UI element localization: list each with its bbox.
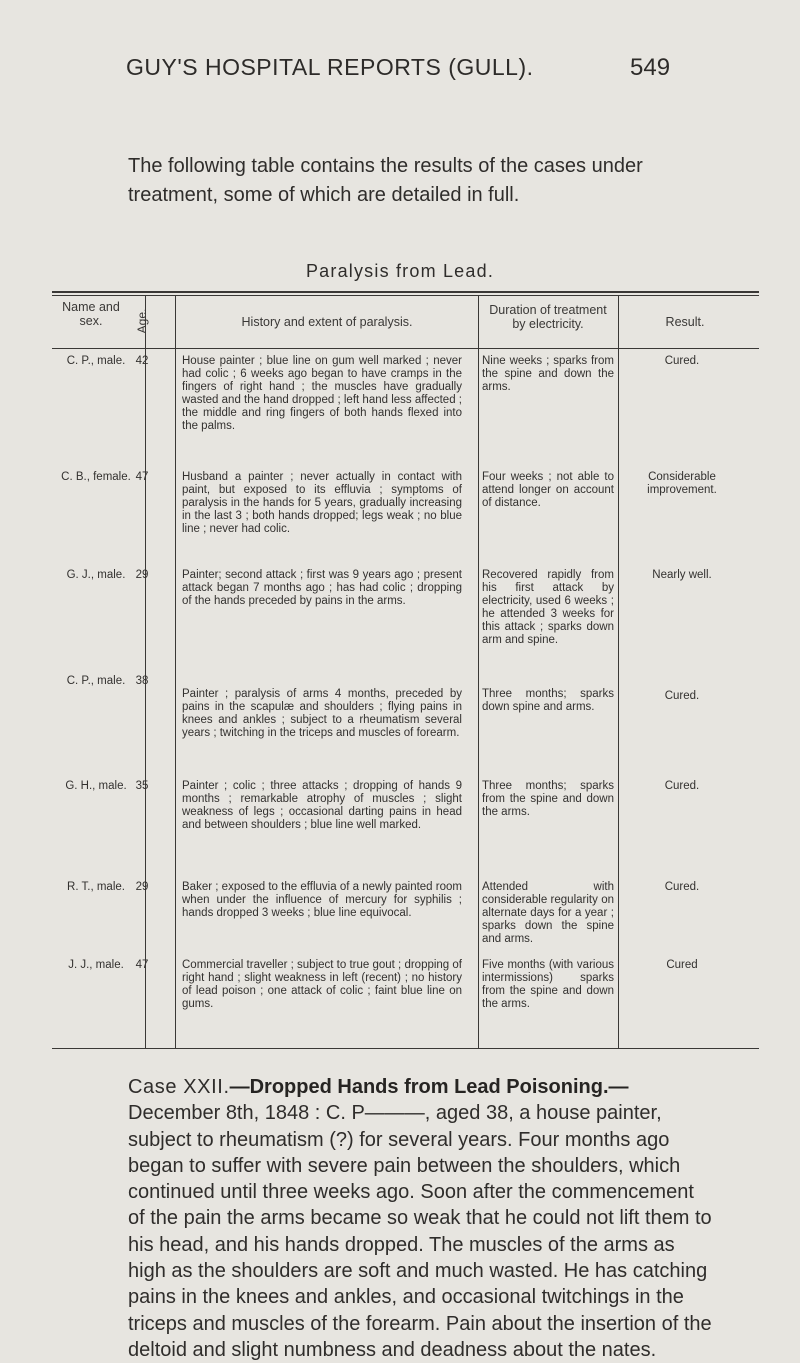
case-label: Case XXII. [128, 1076, 230, 1098]
cell-result: Cured. [664, 690, 700, 702]
cell-duration: Four weeks ; not able to attend longer on account of distance. [482, 471, 614, 509]
table-bottom-rule [52, 1048, 759, 1049]
table-title: Paralysis from Lead. [305, 261, 495, 281]
case-report [128, 1074, 714, 1363]
cell-result: Considerable improvement. [647, 471, 717, 496]
column-divider [618, 296, 619, 1048]
cell-duration: Nine weeks ; sparks from the spine and down the arms. [482, 355, 614, 393]
cell-history: House painter ; blue line on gum well marked ; never had colic ; 6 weeks ago began to have cramps in the fingers of right hand ; the muscles have gradually wasted and the hand dropped ; left hand less affected ; the middle and ring fingers of both hands flexed into the palms. [182, 355, 462, 432]
cell-duration: Recovered rapidly from his first attack by electricity, used 6 weeks ; he attended 3 weeks for this attack ; sparks down arm and spine. [482, 569, 614, 646]
cell-duration: Five months (with various intermissions) sparks from the spine and down the arms. [482, 959, 614, 1010]
cell-result: Cured [666, 959, 698, 971]
cell-duration: Attended with considerable regularity on alternate days for a year ; sparks down the spine and arms. [482, 881, 614, 945]
cell-age: 42 [135, 355, 149, 367]
column-header-history: History and extent of paralysis. [241, 315, 413, 329]
cell-name: C. P., male. [66, 355, 126, 367]
column-divider [145, 296, 146, 1048]
cell-history: Husband a painter ; never actually in contact with paint, but exposed to its effluvia ; symptoms of paralysis in the hands for 5 years, gradually increasing in the last 3 ; both hands dropped; legs weak ; no blue line ; never had colic. [182, 471, 462, 535]
cell-name: J. J., male. [68, 959, 124, 971]
table-top-rule [52, 291, 759, 293]
cell-age: 47 [135, 959, 149, 971]
cell-age: 38 [135, 675, 149, 687]
page-number: 549 [630, 54, 671, 81]
cell-duration: Three months; sparks down spine and arms. [482, 688, 614, 713]
column-header-name: Name and sex. [62, 300, 120, 328]
cell-history: Painter ; colic ; three attacks ; dropping of hands 9 months ; remarkable atrophy of muscles ; slight weakness of legs ; occasional darting pains in head and between shoulders ; blue line well marked. [182, 780, 462, 831]
intro-paragraph: The following table contains the results of the cases under treatment, some of which are detailed in full. [128, 155, 643, 206]
table-top-rule-thin [52, 295, 759, 296]
cell-age: 29 [135, 569, 149, 581]
column-divider [175, 296, 176, 1048]
cell-name: G. J., male. [66, 569, 126, 581]
cell-name: C. B., female. [61, 471, 131, 483]
age-header-label: Age. [135, 308, 149, 334]
running-head [0, 50, 800, 90]
table-header-rule [52, 348, 759, 349]
cell-name: G. H., male. [65, 780, 127, 792]
column-divider [478, 296, 479, 1048]
cell-history: Painter ; paralysis of arms 4 months, preceded by pains in the scapulæ and shoulders ; flying pains in knees and ankles ; subject to a rheumatism several years ; twitching in the triceps and muscles of forearm. [182, 688, 462, 739]
cell-history: Painter; second attack ; first was 9 years ago ; present attack began 7 months ago ; has had colic ; dropping of the hands preceded by pains in the arms. [182, 569, 462, 607]
cell-result: Nearly well. [652, 569, 712, 581]
cell-result: Cured. [664, 881, 700, 893]
cell-duration: Three months; sparks from the spine and down the arms. [482, 780, 614, 818]
cell-history: Baker ; exposed to the effluvia of a newly painted room when under the influence of mercury for syphilis ; hands dropped 3 weeks ; blue line equivocal. [182, 881, 462, 919]
cell-name: R. T., male. [67, 881, 125, 893]
column-header-age [132, 306, 152, 336]
column-header-result: Result. [665, 315, 705, 329]
running-title: GUY'S HOSPITAL REPORTS (GULL). [126, 54, 534, 80]
cell-name: C. P., male. [66, 675, 126, 687]
cell-age: 47 [135, 471, 149, 483]
column-header-duration: Duration of treatment by electricity. [489, 303, 607, 331]
cell-age: 35 [135, 780, 149, 792]
case-body: December 8th, 1848 : C. P———, aged 38, a house painter, subject to rheumatism (?) for several years. Four months ago began to suffer with severe pain between the shoulders, which continued until three weeks ago. Soon after the commencement of the pain the arms became so weak that he could not lift them to his head, and his hands dropped. The muscles of the arms as high as the shoulders are soft and much wasted. He has catching pains in the knees and ankles, and occasional twitchings in the triceps and muscles of the forearm. Pain about the insertion of the deltoid and slight numbness and deadness about the nates. [128, 1102, 712, 1361]
cell-age: 29 [135, 881, 149, 893]
case-heading: —Dropped Hands from Lead Poisoning.— [229, 1076, 629, 1098]
cell-history: Commercial traveller ; subject to true gout ; dropping of right hand ; slight weakness in left (recent) ; no history of lead poison ; one attack of colic ; faint blue line on gums. [182, 959, 462, 1010]
cell-result: Cured. [664, 780, 700, 792]
cell-result: Cured. [664, 355, 700, 367]
